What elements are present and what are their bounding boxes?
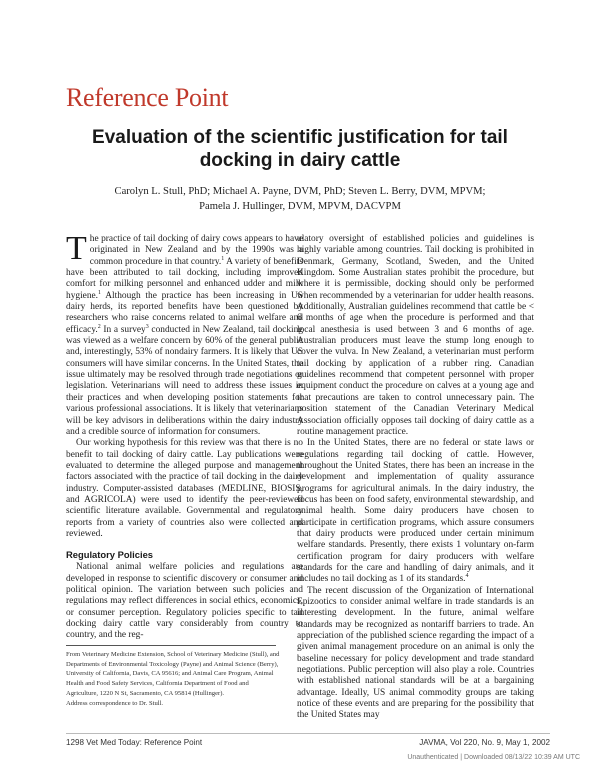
page-footer [66,733,550,747]
reference-marker: 2 [97,323,101,330]
footer-journal-info: JAVMA, Vol 220, No. 9, May 1, 2002 [419,738,550,747]
reference-marker: 4 [465,573,469,580]
article-title: Evaluation of the scientific justification for tail docking in dairy cattle [92,127,508,171]
reference-marker: 1 [221,255,225,262]
regulatory-paragraph: National animal welfare policies and regulations are developed in response to scientific discovery or consumer and political opinion. The variation between such policies and regulations may reflect differences in social ethics, economics, or consumer perception. Regulatory policies specific to tail docking dairy cattle vary considerably from country to country, and the reg- [66,562,303,641]
section-label: Reference Point [66,83,229,112]
correspondence-text: Address correspondence to Dr. Stull. [66,699,164,707]
intro-paragraph: The practice of tail docking of dairy cows appears to have originated in New Zealand and by the 1990s was a common procedure in that country.$^1$ A variety of benefits have been attributed to tail docking, including improved comfort for milking personnel and enhanced udder and milk hygiene.$^1$ Although the practice has been increasing in US dairy herds, its reported benefits have been questioned by researchers who raise concerns related to animal welfare and efficacy.$^2$ In a survey$^3$ conducted in New Zealand, tail docking was viewed as a welfare concern by 60% of the general public and, interestingly, 53% of nondairy farmers. It is likely that US consumers will have similar concerns. In the United States, the issue ultimately may be resolved through trade negotiations or legislation. Veterinarians will need to address these issues in their practices and when developing position statements for various professional associations. It is likely that veterinarians will be key advisors in deliberations within the dairy industry and a credible source of information for consumers. [66,230,303,437]
download-stamp: Unauthenticated | Downloaded 08/13/22 10:39 AM UTC [407,754,580,761]
author-line-2: Pamela J. Hullinger, DVM, MPVM, DACVPM [199,201,401,212]
reference-marker: 1 [98,289,102,296]
affiliation-footnote [66,650,282,708]
trade-paragraph: The recent discussion of the Organization of International Epizootics to consider animal welfare in trade standards is an interesting development. In the future, animal welfare standards may be recognized as nontariff barriers to trade. An appreciation of the published science regarding the impact of a given animal management procedure on an animal is only the baseline necessary for policy development and trade standard negotiations. Public perception will also play a role. Countries with established national standards will be at a bargaining advantage. Ideally, US animal commodity groups are taking notice of these events and are preparing for the possibility that the United States may [297,585,534,721]
footnote-divider [66,645,276,646]
author-line-1: Carolyn L. Stull, PhD; Michael A. Payne, DVM, PhD; Steven L. Berry, DVM, MPVM; [114,186,486,197]
hypothesis-paragraph: Our working hypothesis for this review was that there is no benefit to tail docking of dairy cattle. Lay publications were evaluated to determine the alleged purpose and management factors associated with the practice of tail docking in the dairy industry. Computer-assisted databases (MEDLINE, BIOSIS, and AGRICOLA) were used to identify the peer-reviewed scientific literature available. Governmental and regulatory reports from a variety of countries also were collected and reviewed. [66,438,303,539]
author-list [60,184,540,214]
footer-page-info: 1298 Vet Med Today: Reference Point [66,738,203,747]
us-policy-paragraph: In the United States, there are no federal or state laws or regulations regarding tail docking of cattle. However, throughout the United States, there has been an increase in the development and implementation of quality assurance programs for agricultural animals. In the dairy industry, the focus has been on food safety, environmental stewardship, and animal health. Some dairy producers have chosen to participate in certification programs, which assure consumers that dairy products were produced under certain minimum welfare standards. Presently, there exists 1 voluntary on-farm certification program for dairy producers with welfare standards for the care and handling of dairy animals, and it includes no tail docking as 1 of its standards.$^4$ [297,438,534,585]
left-column [66,230,303,642]
policies-paragraph: ulatory oversight of established policies and guidelines is highly variable among countries. Tail docking is prohibited in Denmark, Germany, Scotland, Sweden, and the United Kingdom. Some Australian states prohibit the procedure, but where it is permissible, docking should only be performed when recommended by a veterinarian for udder health reasons. Additionally, Australian guidelines recommend that cattle be < 6 months of age when the procedure is performed and that local anesthesia is used between 3 and 6 months of age. Australian producers must leave the stump long enough to cover the vulva. In New Zealand, a veterinarian must perform tail docking by application of a rubber ring. Canadian guidelines recommend that competent personnel with proper equipment conduct the procedure on calves at a young age and that precautions are taken to control unnecessary pain. The position statement of the Canadian Veterinary Medical Association officially opposes tail docking of dairy cattle as a routine management practice. [297,234,534,437]
affiliation-text: From Veterinary Medicine Extension, School of Veterinary Medicine (Stull), and Departments of Environmental Toxicology (Payne) and Animal Science (Berry), University of California, Davis, CA 95616; and Animal Care Program, Animal Health and Food Safety Services, California Department of Food and Agriculture, 1220 N St, Sacramento, CA 95814 (Hullinger). [66,651,280,697]
right-column [297,234,534,722]
section-heading: Regulatory Policies [66,549,154,561]
drop-cap: T [66,230,87,267]
reference-marker: 3 [145,323,149,330]
